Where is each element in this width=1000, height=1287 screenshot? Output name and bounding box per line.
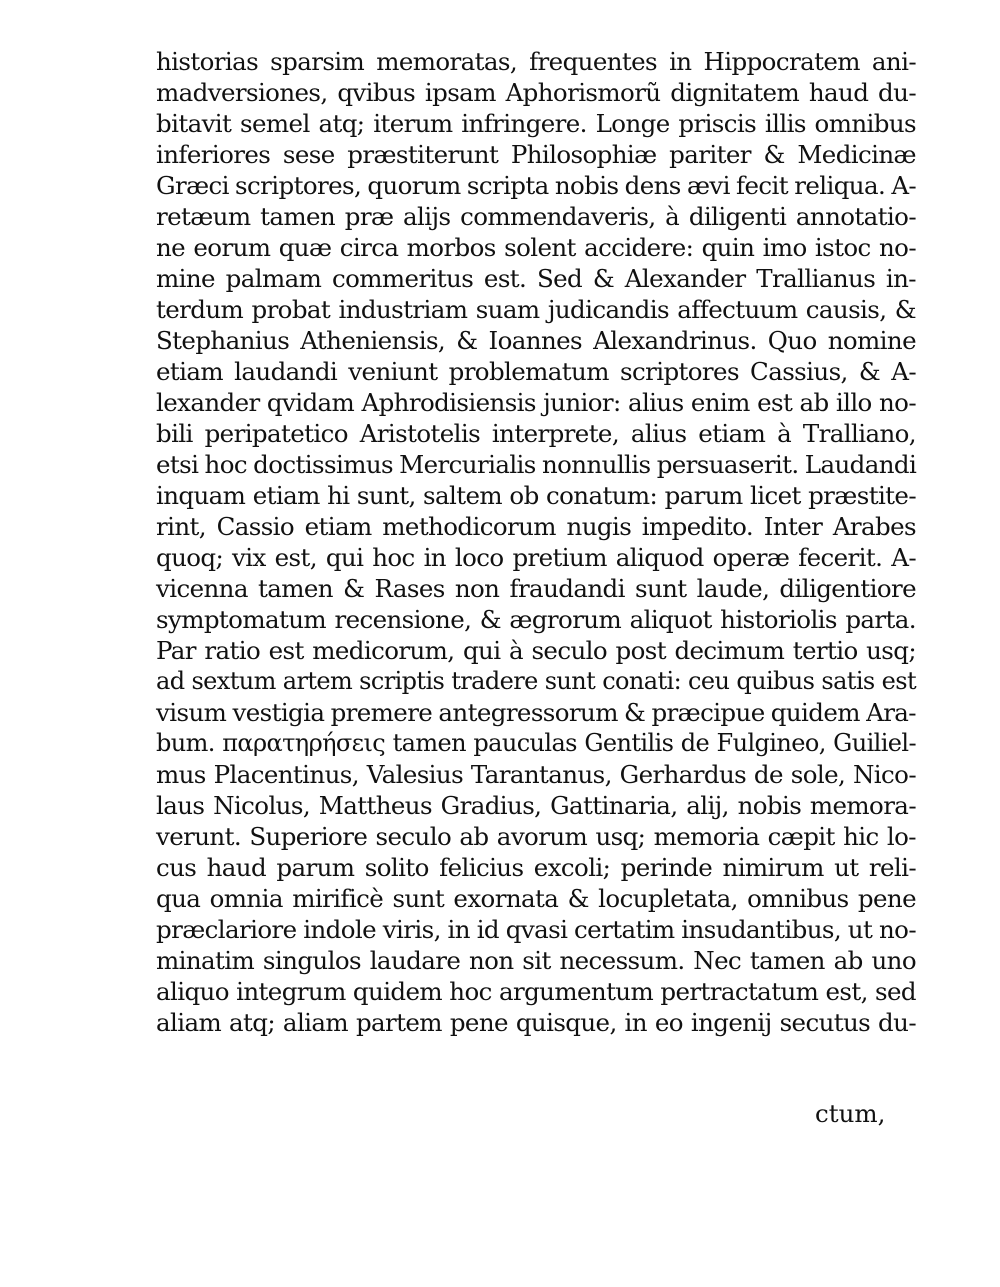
- catchword: ctum,: [815, 1099, 886, 1128]
- text-line: rint, Cassio etiam methodicorum nugis impedito. Inter Arabes: [156, 512, 916, 541]
- text-line: bitavit semel atq; iterum infringere. Longe priscis illis omnibus: [156, 109, 916, 138]
- text-line: symptomatum recensione, & ægrorum aliquot historiolis parta.: [156, 605, 916, 634]
- text-line: historias sparsim memoratas, frequentes in Hippocratem ani-: [156, 47, 916, 76]
- text-line: madversiones, qvibus ipsam Aphorismorũ dignitatem haud du-: [156, 78, 916, 107]
- text-line: vicenna tamen & Rases non fraudandi sunt laude, diligentiore: [156, 574, 916, 603]
- text-line: qua omnia mirificè sunt exornata & locupletata, omnibus pene: [156, 884, 916, 913]
- text-line: etsi hoc doctissimus Mercurialis nonnullis persuaserit. Laudandi: [156, 450, 917, 479]
- text-line: retæum tamen præ alijs commendaveris, à diligenti annotatio-: [156, 202, 916, 231]
- text-line: Par ratio est medicorum, qui à seculo post decimum tertio usq;: [156, 636, 916, 665]
- text-line: bili peripatetico Aristotelis interprete, alius etiam à Tralliano,: [156, 419, 916, 448]
- text-line: quoq; vix est, qui hoc in loco pretium aliquod operæ fecerit. A-: [156, 543, 916, 572]
- text-line: aliam atq; aliam partem pene quisque, in eo ingenij secutus du-: [156, 1008, 916, 1037]
- text-line: ad sextum artem scriptis tradere sunt conati: ceu quibus satis est: [156, 667, 916, 695]
- text-line: Græci scriptores, quorum scripta nobis dens ævi fecit reliqua. A-: [156, 171, 917, 200]
- text-line: cus haud parum solito felicius excoli; perinde nimirum ut reli-: [156, 853, 916, 882]
- text-line: præclariore indole viris, in id qvasi certatim insudantibus, ut no-: [156, 915, 916, 944]
- text-line: lexander qvidam Aphrodisiensis junior: alius enim est ab illo no-: [156, 388, 916, 417]
- text-line: inferiores sese præstiterunt Philosophiæ pariter & Medicinæ: [156, 140, 916, 169]
- text-line: Stephanius Atheniensis, & Ioannes Alexandrinus. Quo nomine: [156, 326, 916, 355]
- text-line: ne eorum quæ circa morbos solent accidere: quin imo istoc no-: [156, 233, 916, 262]
- text-line: visum vestigia premere antegressorum & præcipue quidem Ara-: [156, 698, 916, 727]
- body-text: [156, 46, 916, 1038]
- text-line: verunt. Superiore seculo ab avorum usq; memoria cæpit hic lo-: [156, 822, 916, 851]
- text-line: terdum probat industriam suam judicandis affectuum causis, &: [156, 295, 916, 324]
- text-line: etiam laudandi veniunt problematum scriptores Cassius, & A-: [156, 357, 916, 386]
- text-line: minatim singulos laudare non sit necessum. Nec tamen ab uno: [156, 946, 916, 975]
- text-line: mine palmam commeritus est. Sed & Alexander Trallianus in-: [156, 264, 916, 293]
- text-line: aliquo integrum quidem hoc argumentum pertractatum est, sed: [156, 977, 916, 1006]
- text-line: mus Placentinus, Valesius Tarantanus, Gerhardus de sole, Nico-: [156, 760, 916, 789]
- text-line: inquam etiam hi sunt, saltem ob conatum: parum licet præstite-: [156, 481, 916, 510]
- text-line: laus Nicolus, Mattheus Gradius, Gattinaria, alij, nobis memora-: [156, 791, 916, 820]
- text-line: bum. παρατηρήσεις tamen pauculas Gentilis de Fulgineo, Guiliel-: [156, 729, 916, 757]
